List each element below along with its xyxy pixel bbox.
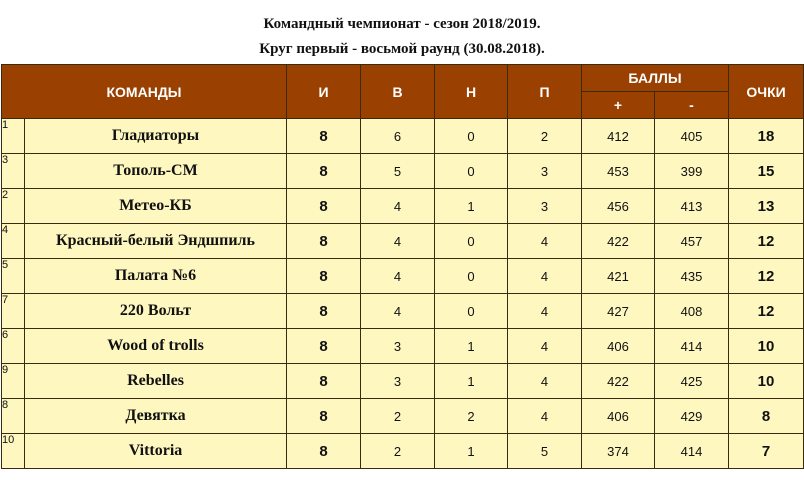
points-plus-cell: 456 bbox=[582, 189, 655, 224]
wins-cell: 6 bbox=[361, 119, 435, 154]
team-name-cell: 220 Вольт bbox=[25, 294, 287, 329]
draws-cell: 1 bbox=[435, 189, 508, 224]
header-score: ОЧКИ bbox=[729, 65, 804, 119]
team-name-cell: Метео-КБ bbox=[25, 189, 287, 224]
header-teams: КОМАНДЫ bbox=[2, 65, 287, 119]
page-subtitle: Круг первый - восьмой раунд (30.08.2018). bbox=[259, 41, 545, 57]
games-cell: 8 bbox=[287, 189, 361, 224]
wins-cell: 5 bbox=[361, 154, 435, 189]
games-cell: 8 bbox=[287, 294, 361, 329]
table-row bbox=[2, 189, 804, 224]
losses-cell: 4 bbox=[508, 224, 582, 259]
draws-cell: 0 bbox=[435, 119, 508, 154]
team-name-cell: Rebelles bbox=[25, 364, 287, 399]
position-cell: 3 bbox=[2, 154, 25, 189]
draws-cell: 0 bbox=[435, 154, 508, 189]
table-row bbox=[2, 329, 804, 364]
header-points-group: БАЛЛЫ bbox=[582, 65, 729, 92]
points-minus-cell: 414 bbox=[655, 329, 729, 364]
score-cell: 7 bbox=[729, 434, 804, 469]
games-cell: 8 bbox=[287, 364, 361, 399]
losses-cell: 4 bbox=[508, 399, 582, 434]
draws-cell: 1 bbox=[435, 364, 508, 399]
points-minus-cell: 405 bbox=[655, 119, 729, 154]
team-name-cell: Гладиаторы bbox=[25, 119, 287, 154]
standings-table bbox=[1, 64, 804, 469]
games-cell: 8 bbox=[287, 399, 361, 434]
team-name-cell: Девятка bbox=[25, 399, 287, 434]
points-minus-cell: 435 bbox=[655, 259, 729, 294]
header-draws: Н bbox=[435, 65, 508, 119]
points-plus-cell: 374 bbox=[582, 434, 655, 469]
team-name-cell: Тополь-СМ bbox=[25, 154, 287, 189]
table-row bbox=[2, 364, 804, 399]
position-cell: 2 bbox=[2, 189, 25, 224]
points-plus-cell: 421 bbox=[582, 259, 655, 294]
score-cell: 13 bbox=[729, 189, 804, 224]
wins-cell: 4 bbox=[361, 189, 435, 224]
header-games: И bbox=[287, 65, 361, 119]
team-name-cell: Палата №6 bbox=[25, 259, 287, 294]
losses-cell: 4 bbox=[508, 329, 582, 364]
header-losses: П bbox=[508, 65, 582, 119]
wins-cell: 2 bbox=[361, 434, 435, 469]
losses-cell: 3 bbox=[508, 189, 582, 224]
wins-cell: 4 bbox=[361, 259, 435, 294]
position-cell: 7 bbox=[2, 294, 25, 329]
losses-cell: 2 bbox=[508, 119, 582, 154]
wins-cell: 3 bbox=[361, 364, 435, 399]
score-cell: 15 bbox=[729, 154, 804, 189]
games-cell: 8 bbox=[287, 119, 361, 154]
team-name-cell: Vittoria bbox=[25, 434, 287, 469]
points-minus-cell: 457 bbox=[655, 224, 729, 259]
table-row bbox=[2, 224, 804, 259]
wins-cell: 2 bbox=[361, 399, 435, 434]
losses-cell: 4 bbox=[508, 259, 582, 294]
draws-cell: 0 bbox=[435, 259, 508, 294]
losses-cell: 4 bbox=[508, 364, 582, 399]
points-plus-cell: 406 bbox=[582, 329, 655, 364]
position-cell: 8 bbox=[2, 399, 25, 434]
team-name-cell: Красный-белый Эндшпиль bbox=[25, 224, 287, 259]
games-cell: 8 bbox=[287, 329, 361, 364]
points-plus-cell: 422 bbox=[582, 224, 655, 259]
draws-cell: 0 bbox=[435, 294, 508, 329]
draws-cell: 0 bbox=[435, 224, 508, 259]
points-minus-cell: 413 bbox=[655, 189, 729, 224]
score-cell: 8 bbox=[729, 399, 804, 434]
table-row bbox=[2, 294, 804, 329]
position-cell: 5 bbox=[2, 259, 25, 294]
losses-cell: 3 bbox=[508, 154, 582, 189]
score-cell: 12 bbox=[729, 294, 804, 329]
draws-cell: 1 bbox=[435, 434, 508, 469]
games-cell: 8 bbox=[287, 224, 361, 259]
position-cell: 6 bbox=[2, 329, 25, 364]
table-row bbox=[2, 259, 804, 294]
header-plus: + bbox=[582, 92, 655, 119]
games-cell: 8 bbox=[287, 259, 361, 294]
team-name-cell: Wood of trolls bbox=[25, 329, 287, 364]
table-row bbox=[2, 399, 804, 434]
score-cell: 12 bbox=[729, 259, 804, 294]
standings-body bbox=[2, 119, 804, 469]
position-cell: 10 bbox=[2, 434, 25, 469]
games-cell: 8 bbox=[287, 154, 361, 189]
points-minus-cell: 399 bbox=[655, 154, 729, 189]
points-minus-cell: 425 bbox=[655, 364, 729, 399]
points-plus-cell: 453 bbox=[582, 154, 655, 189]
points-minus-cell: 408 bbox=[655, 294, 729, 329]
position-cell: 4 bbox=[2, 224, 25, 259]
wins-cell: 4 bbox=[361, 224, 435, 259]
games-cell: 8 bbox=[287, 434, 361, 469]
score-cell: 18 bbox=[729, 119, 804, 154]
score-cell: 10 bbox=[729, 329, 804, 364]
losses-cell: 5 bbox=[508, 434, 582, 469]
table-row bbox=[2, 434, 804, 469]
position-cell: 1 bbox=[2, 119, 25, 154]
score-cell: 12 bbox=[729, 224, 804, 259]
points-minus-cell: 414 bbox=[655, 434, 729, 469]
header-minus: - bbox=[655, 92, 729, 119]
points-plus-cell: 406 bbox=[582, 399, 655, 434]
draws-cell: 2 bbox=[435, 399, 508, 434]
losses-cell: 4 bbox=[508, 294, 582, 329]
wins-cell: 4 bbox=[361, 294, 435, 329]
points-plus-cell: 422 bbox=[582, 364, 655, 399]
draws-cell: 1 bbox=[435, 329, 508, 364]
points-minus-cell: 429 bbox=[655, 399, 729, 434]
header-row bbox=[2, 65, 804, 92]
score-cell: 10 bbox=[729, 364, 804, 399]
wins-cell: 3 bbox=[361, 329, 435, 364]
points-plus-cell: 427 bbox=[582, 294, 655, 329]
page-title: Командный чемпионат - сезон 2018/2019. bbox=[263, 16, 541, 32]
table-row bbox=[2, 154, 804, 189]
position-cell: 9 bbox=[2, 364, 25, 399]
header-wins: В bbox=[361, 65, 435, 119]
table-row bbox=[2, 119, 804, 154]
points-plus-cell: 412 bbox=[582, 119, 655, 154]
